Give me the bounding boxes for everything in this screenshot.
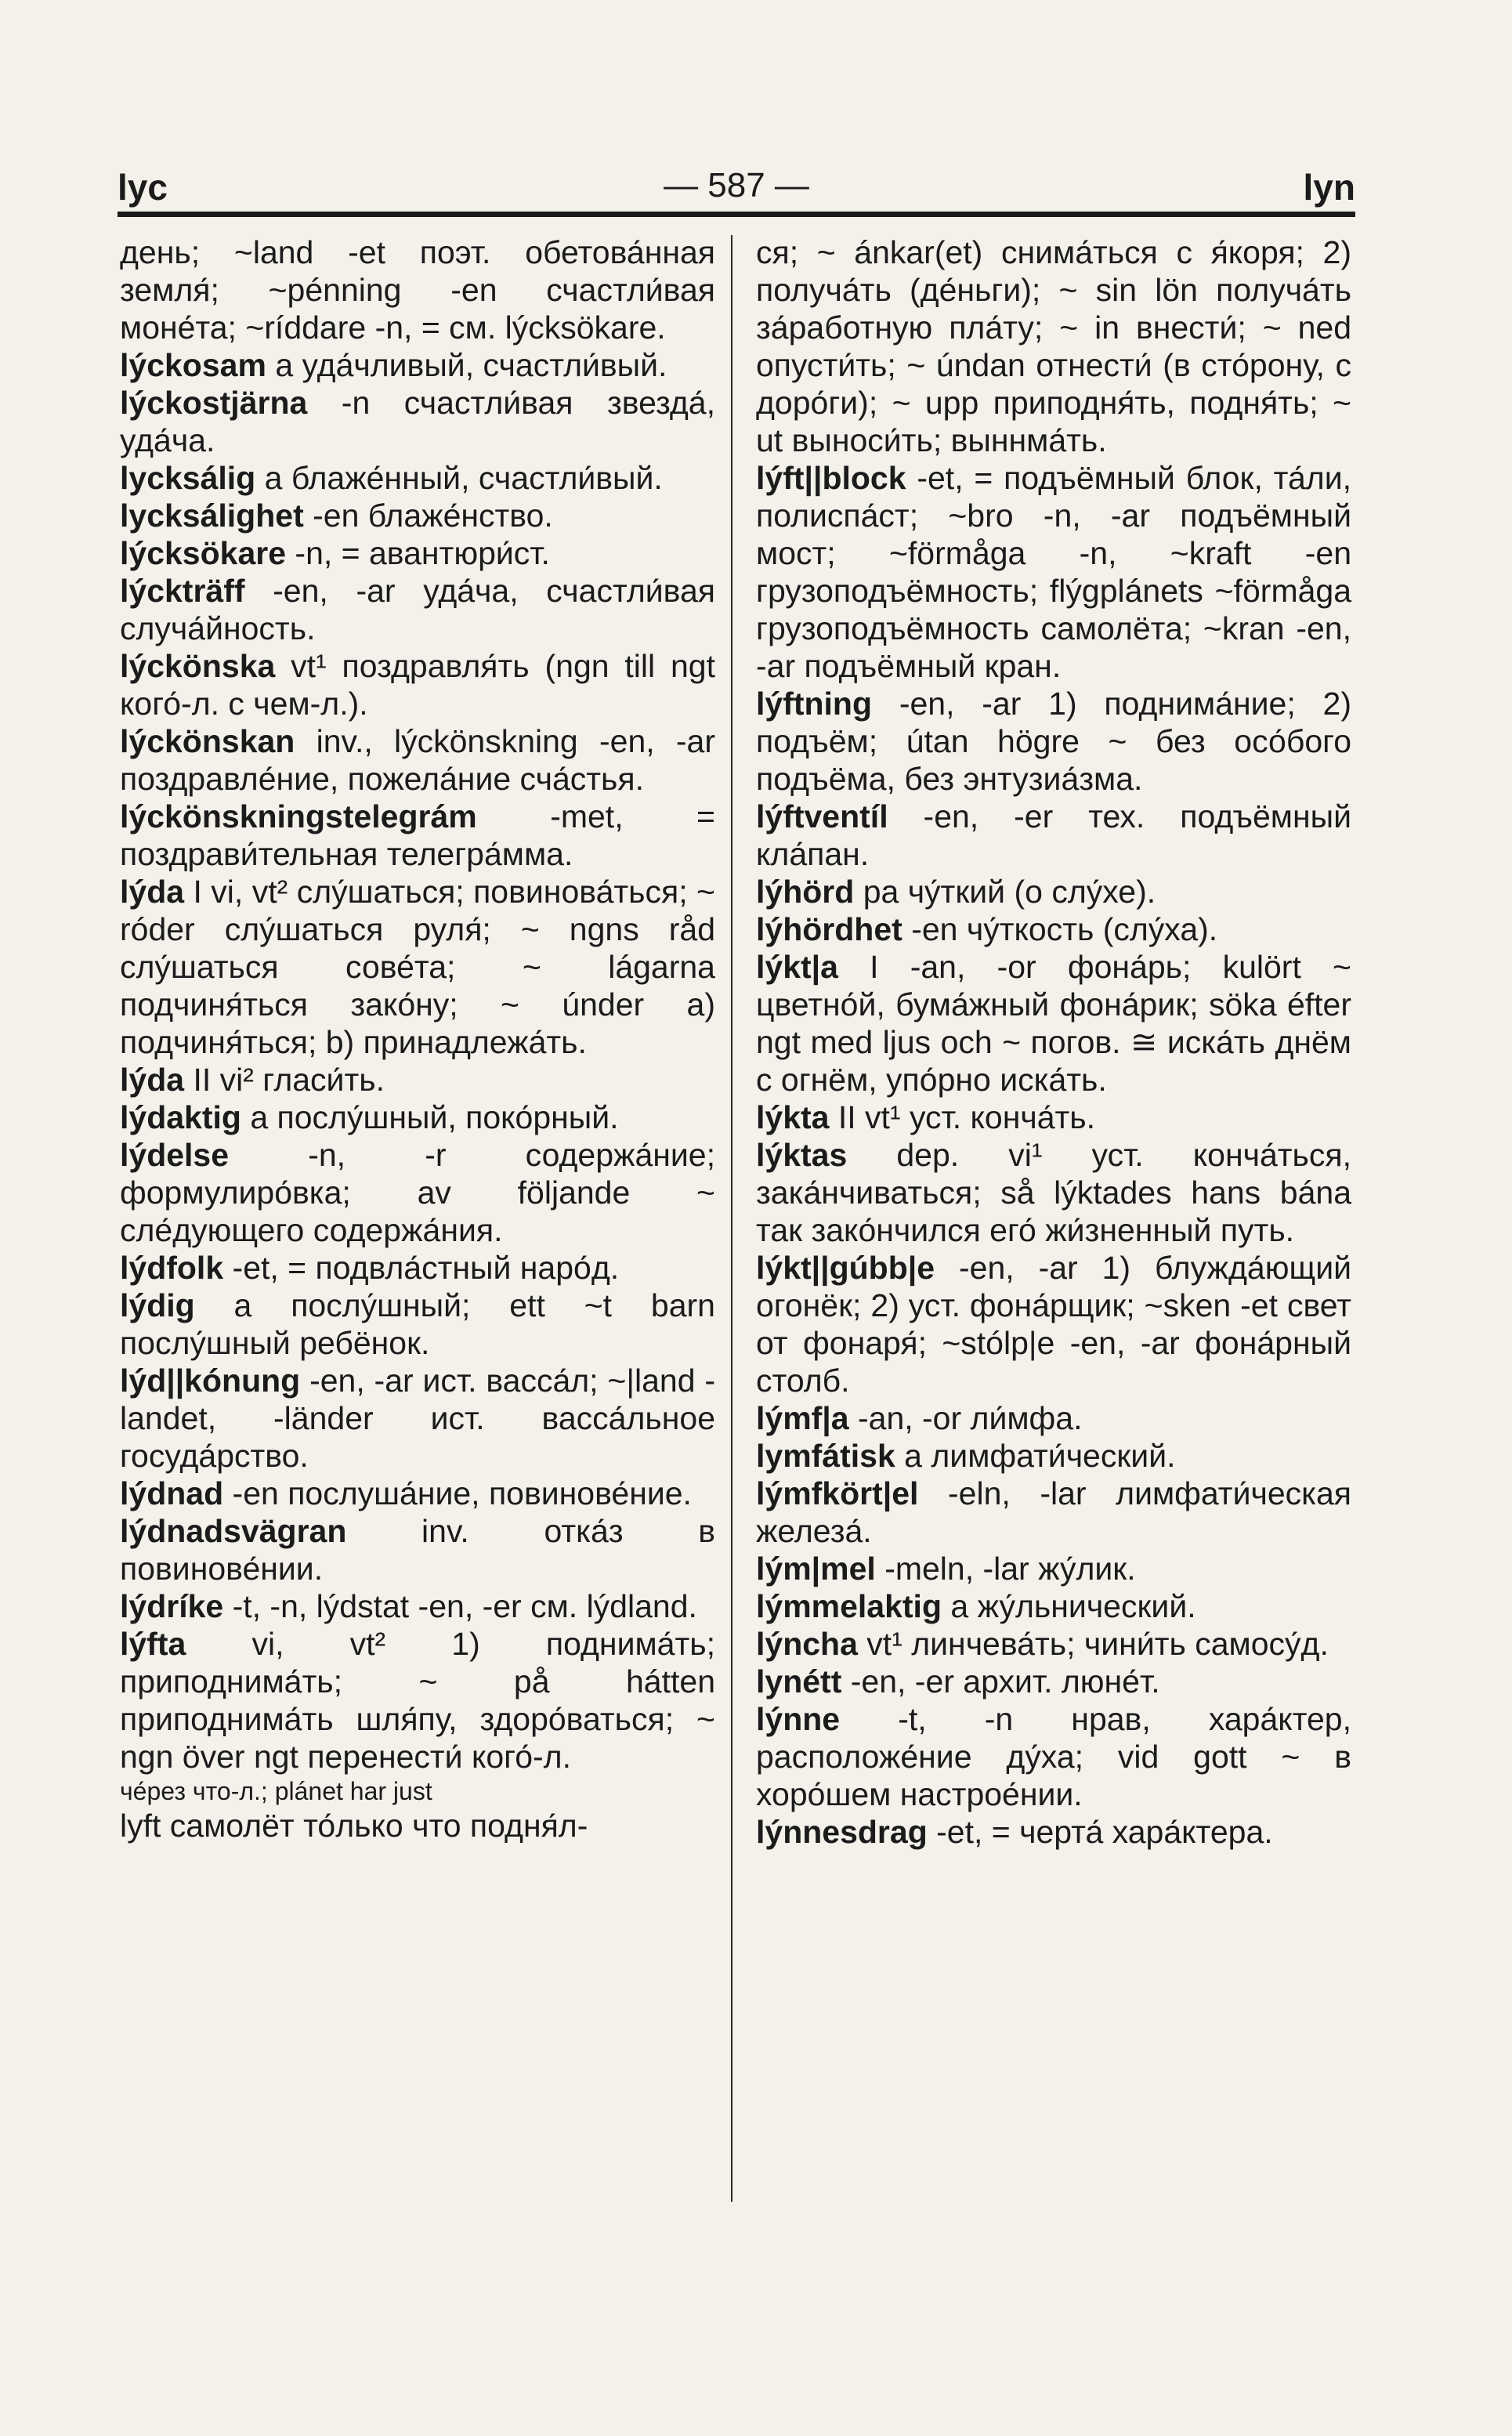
- dictionary-entry: [120, 1099, 715, 1136]
- entry-definition: vt¹ поздравля́ть (ngn till ngt кого́-л. с чем-л.).: [120, 648, 715, 722]
- entry-definition: че́рез что-л.; plánet har just: [120, 1777, 432, 1805]
- entry-definition: inv., lýckönskning -en, -ar поздравле́ние, пожела́ние сча́стья.: [120, 723, 715, 797]
- entry-definition: II vi² гласи́ть.: [193, 1062, 385, 1098]
- headword: lycksálighet: [120, 498, 304, 534]
- headword: lým|mel: [756, 1551, 876, 1587]
- dictionary-entry: [120, 233, 715, 346]
- entry-definition: vt¹ линчева́ть; чини́ть самосу́д.: [866, 1626, 1329, 1662]
- left-column: [120, 233, 715, 1844]
- entry-definition: -en, -ar уда́ча, счастли́вая случа́йность.: [120, 573, 715, 646]
- column-divider: [731, 235, 732, 2202]
- entry-definition: -en, -er архит. люне́т.: [850, 1663, 1160, 1699]
- headword: lýdaktig: [120, 1099, 241, 1135]
- page-number: — 587 —: [664, 166, 809, 205]
- entry-definition: pa чу́ткий (о слу́хе).: [863, 874, 1156, 910]
- headword: lýnnesdrag: [756, 1814, 928, 1850]
- entry-definition: I -an, -or фона́рь; kulört ~ цветно́й, бума́жный фона́рик; söka éfter ngt med ljus och ~ погов. ≅ иска́ть днём с огнём, упо́рно иска́ть.: [756, 949, 1351, 1098]
- entry-definition: -met, = поздрави́тельная телегра́мма.: [120, 798, 715, 872]
- entry-definition: ся; ~ ánkar(et) снима́ться с я́коря; 2) получа́ть (де́ньги); ~ sin lön получа́ть за́работную пла́ту; ~ in внести́; ~ ned опусти́ть; ~ úndan отнести́ (в сто́рону, с доро́ги); ~ upp приподня́ть, подня́ть; ~ ut выноси́ть; выннма́ть.: [756, 234, 1351, 458]
- entry-definition: a послу́шный; ett ~t barn послу́шный ребёнок.: [120, 1287, 715, 1361]
- dictionary-entry: [756, 685, 1351, 798]
- dictionary-entry: [756, 1700, 1351, 1813]
- entry-definition: inv. отка́з в повинове́нии.: [120, 1513, 715, 1587]
- headword: lýda: [120, 1062, 185, 1098]
- left-guide-word: lyc: [118, 167, 168, 208]
- dictionary-entry: [120, 647, 715, 722]
- dictionary-entry: [120, 1475, 715, 1512]
- headword: lýkt||gúbb|e: [756, 1250, 935, 1286]
- headword: lýckönskan: [120, 723, 295, 759]
- headword: lynétt: [756, 1663, 842, 1699]
- dictionary-entry: [120, 1587, 715, 1625]
- dictionary-entry: [120, 572, 715, 647]
- headword: lýmf|a: [756, 1400, 849, 1436]
- headword: lýdig: [120, 1287, 195, 1323]
- entry-definition: -et, = подъёмный блок, та́ли, полиспа́ст; ~bro -n, -ar подъёмный мост; ~förmåga -n, ~kraft -en грузоподъёмность; flýgplánets ~förmåga грузоподъёмность самолёта; ~kran -en, -ar подъёмный кран.: [756, 460, 1351, 684]
- dictionary-entry: [120, 1061, 715, 1099]
- entry-definition: -en чу́ткость (слу́ха).: [911, 911, 1218, 947]
- dictionary-entry: [756, 1437, 1351, 1475]
- headword: lýnne: [756, 1701, 841, 1737]
- headword: lýd||kónung: [120, 1363, 301, 1399]
- entry-definition: a послу́шный, поко́рный.: [250, 1099, 619, 1135]
- dictionary-entry: [120, 1249, 715, 1287]
- entry-definition: день; ~land -et поэт. обетова́нная земля́; ~pénning -en счастли́вая моне́та; ~ríddare -n, = см. lýcksökare.: [120, 234, 715, 346]
- entry-definition: -en блаже́нство.: [313, 498, 553, 534]
- right-column: [756, 233, 1351, 1851]
- dictionary-entry: [756, 1475, 1351, 1550]
- dictionary-entry: [120, 497, 715, 534]
- entry-definition: -t, -n, lýdstat -en, -er см. lýdland.: [232, 1588, 697, 1624]
- entry-definition: -eln, -lar лимфати́ческая железа́.: [756, 1475, 1351, 1549]
- headword: lýdríke: [120, 1588, 224, 1624]
- entry-definition: -en, -er тех. подъёмный кла́пан.: [756, 798, 1351, 872]
- headword: lýckträff: [120, 573, 245, 609]
- right-guide-word: lyn: [1303, 167, 1355, 208]
- dictionary-entry: [756, 798, 1351, 873]
- dictionary-entry: [120, 873, 715, 1061]
- headword: lýmmelaktig: [756, 1588, 942, 1624]
- dictionary-entry: [120, 1512, 715, 1587]
- headword: lýncha: [756, 1626, 858, 1662]
- dictionary-entry: [756, 1625, 1351, 1663]
- dictionary-entry: [756, 1136, 1351, 1249]
- dictionary-entry: [120, 384, 715, 459]
- headword: lýdelse: [120, 1137, 230, 1173]
- headword: lýckönska: [120, 648, 276, 684]
- dictionary-entry: [120, 1625, 715, 1775]
- dictionary-entry: [120, 459, 715, 497]
- dictionary-entry: [756, 233, 1351, 459]
- dictionary-entry: [120, 1807, 715, 1844]
- entry-definition: -et, = черта́ хара́ктера.: [936, 1814, 1273, 1850]
- dictionary-entry: [120, 346, 715, 384]
- headword: lýda: [120, 874, 185, 910]
- headword: lýckönskningstelegrám: [120, 798, 477, 834]
- headword: lymfátisk: [756, 1438, 895, 1474]
- dictionary-entry: [120, 1287, 715, 1362]
- headword: lýckostjärna: [120, 385, 308, 421]
- header-rule: [118, 212, 1355, 217]
- entry-definition: a блаже́нный, счастли́вый.: [264, 460, 663, 496]
- headword: lýkta: [756, 1099, 830, 1135]
- dictionary-entry: [756, 1399, 1351, 1437]
- entry-definition: -en, -ar ист. васса́л; ~|land -landet, -länder ист. васса́льное госуда́рство.: [120, 1363, 715, 1474]
- headword: lýkt|a: [756, 949, 838, 985]
- entry-definition: I vi, vt² слу́шаться; повинова́ться; ~ róder слу́шаться руля́; ~ ngns råd слу́шаться сове́та; ~ lágarna подчиня́ться зако́ну; ~ únder a) подчиня́ться; b) принадлежа́ть.: [120, 874, 715, 1060]
- dictionary-entry: [756, 948, 1351, 1099]
- dictionary-entry: [756, 459, 1351, 685]
- entry-definition: a лимфати́ческий.: [904, 1438, 1176, 1474]
- entry-definition: a уда́чливый, счастли́вый.: [275, 347, 667, 383]
- headword: lýdfolk: [120, 1250, 224, 1286]
- entry-definition: -n, -r содержа́ние; формулиро́вка; av följande ~ сле́дующего содержа́ния.: [120, 1137, 715, 1248]
- entry-definition: -n счастли́вая звезда́, уда́ча.: [120, 385, 715, 458]
- entry-definition: dep. vi¹ уст. конча́ться, зака́нчиваться; så lýktades hans bána так зако́нчился его́ жи́зненный путь.: [756, 1137, 1351, 1248]
- entry-definition: -en послуша́ние, повинове́ние.: [232, 1475, 692, 1511]
- entry-definition: -an, -or ли́мфа.: [857, 1400, 1083, 1436]
- dictionary-entry: [756, 1813, 1351, 1851]
- dictionary-entry: [756, 1249, 1351, 1399]
- dictionary-entry: [756, 1550, 1351, 1587]
- headword: lýdnad: [120, 1475, 224, 1511]
- dictionary-entry: [756, 910, 1351, 948]
- dictionary-entry: [120, 1362, 715, 1475]
- dictionary-entry: [756, 873, 1351, 910]
- dictionary-entry: [756, 1099, 1351, 1136]
- headword: lýhörd: [756, 874, 855, 910]
- entry-definition: vi, vt² 1) поднима́ть; приподнима́ть; ~ på hátten приподнима́ть шля́пу, здоро́ваться; ~ ngn över ngt перенести́ кого́-л.: [120, 1626, 715, 1775]
- headword: lýhördhet: [756, 911, 902, 947]
- headword: lýftventíl: [756, 798, 888, 834]
- headword: lýcksökare: [120, 535, 287, 571]
- dictionary-entry: [120, 722, 715, 798]
- entry-definition: -en, -ar 1) блужда́ющий огонёк; 2) уст. фона́рщик; ~sken -et свет от фонаря́; ~stólp|e -en, -ar фона́рный столб.: [756, 1250, 1351, 1399]
- dictionary-entry: [120, 1775, 715, 1807]
- dictionary-entry: [120, 798, 715, 873]
- dictionary-entry: [756, 1663, 1351, 1700]
- entry-definition: a жу́льнический.: [950, 1588, 1196, 1624]
- dictionary-entry: [756, 1587, 1351, 1625]
- headword: lýfta: [120, 1626, 186, 1662]
- headword: lýktas: [756, 1137, 848, 1173]
- entry-definition: lyft самолёт то́лько что подня́л-: [120, 1808, 588, 1844]
- headword: lýdnadsvägran: [120, 1513, 347, 1549]
- dictionary-entry: [120, 1136, 715, 1249]
- headword: lýmfkört|el: [756, 1475, 919, 1511]
- headword: lycksálig: [120, 460, 256, 496]
- entry-definition: -n, = авантюри́ст.: [295, 535, 550, 571]
- headword: lýftning: [756, 686, 873, 722]
- entry-definition: -en, -ar 1) поднима́ние; 2) подъём; útan högre ~ без осо́бого подъёма, без энтузиа́зма.: [756, 686, 1351, 797]
- entry-definition: -t, -n нрав, хара́ктер, расположе́ние ду́ха; vid gott ~ в хоро́шем настрое́нии.: [756, 1701, 1351, 1812]
- headword: lýft||block: [756, 460, 906, 496]
- entry-definition: -et, = подвла́стный наро́д.: [232, 1250, 620, 1286]
- entry-definition: -meln, -lar жу́лик.: [884, 1551, 1136, 1587]
- dictionary-entry: [120, 534, 715, 572]
- entry-definition: II vt¹ уст. конча́ть.: [837, 1099, 1096, 1135]
- headword: lýckosam: [120, 347, 266, 383]
